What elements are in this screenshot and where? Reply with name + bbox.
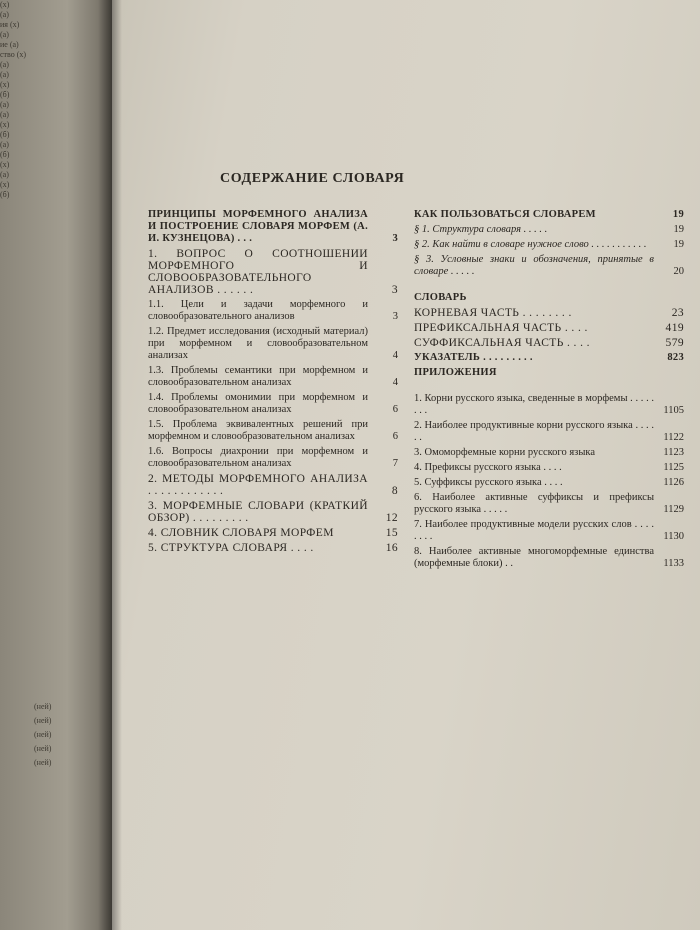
toc-entry[interactable] [414, 224, 684, 236]
toc-entry-title: СУФФИКСАЛЬНАЯ ЧАСТЬ . . . . [414, 337, 590, 349]
toc-entry-page: 4 [392, 350, 398, 361]
toc-entry[interactable] [148, 446, 398, 470]
margin-ref: (б) [0, 150, 10, 159]
margin-ref: (х) [0, 180, 10, 189]
toc-entry-title: 5. СТРУКТУРА СЛОВАРЯ . . . . [148, 542, 314, 554]
margin-ref: ия (х) [0, 20, 20, 29]
toc-entry[interactable] [148, 473, 398, 497]
page-title: СОДЕРЖАНИЕ СЛОВАРЯ [220, 171, 405, 186]
toc-entry-title: КАК ПОЛЬЗОВАТЬСЯ СЛОВАРЕМ [414, 209, 596, 220]
margin-ref: (а) [0, 60, 9, 69]
margin-ref: (а) [0, 170, 9, 179]
toc-entry-page: 20 [673, 266, 684, 277]
toc-entry-page: 6 [392, 431, 398, 442]
toc-entry-title: 3. МОРФЕМНЫЕ СЛОВАРИ (КРАТКИЙ ОБЗОР) . . . . . . . . . [148, 500, 368, 524]
toc-entry-page: 1126 [663, 477, 684, 488]
margin-ref: (а) [0, 100, 9, 109]
toc-entry-title: КОРНЕВАЯ ЧАСТЬ . . . . . . . . [414, 307, 572, 319]
toc-entry-page: 1122 [663, 432, 684, 443]
toc-entry-title: 3. Омоморфемные корни русского языка [414, 447, 595, 458]
toc-entry[interactable] [414, 254, 684, 278]
toc-entry[interactable] [148, 500, 398, 524]
margin-ref: (х) [0, 160, 10, 169]
toc-entry-page: 15 [385, 527, 398, 539]
left-page [0, 0, 112, 930]
toc-entry[interactable] [414, 307, 684, 319]
margin-ref: (б) [0, 130, 10, 139]
margin-ref: (б) [0, 190, 10, 199]
toc-entry-page: 1125 [663, 462, 684, 473]
toc-entry-page: 579 [665, 337, 684, 349]
margin-ref: (ней) [34, 716, 52, 725]
toc-entry-page: 7 [392, 458, 398, 469]
toc-left-column [148, 206, 398, 554]
toc-entry[interactable] [414, 447, 684, 459]
margin-ref: (а) [0, 10, 9, 19]
toc-entry[interactable] [414, 546, 684, 570]
margin-ref: (х) [0, 80, 10, 89]
margin-ref: (а) [0, 110, 9, 119]
toc-entry[interactable] [148, 326, 398, 362]
toc-entry-page: 19 [673, 224, 684, 235]
toc-entry-title: 4. Префиксы русского языка . . . . [414, 462, 562, 473]
toc-entry[interactable] [414, 292, 684, 304]
toc-entry-title: 7. Наиболее продуктивные модели русских слов . . . . . . . . [414, 519, 654, 542]
toc-entry-page: 6 [392, 404, 398, 415]
toc-entry-page: 1130 [663, 531, 684, 542]
toc-entry[interactable] [414, 209, 684, 221]
margin-ref: (а) [0, 140, 9, 149]
margin-ref: ство (х) [0, 50, 27, 59]
toc-entry-title: ПРЕФИКСАЛЬНАЯ ЧАСТЬ . . . . [414, 322, 588, 334]
toc-entry-title: 1.2. Предмет исследования (исходный материал) при морфемном и словообразовательном анализах [148, 326, 368, 361]
toc-entry-page: 823 [667, 352, 684, 363]
toc-entry-page: 419 [665, 322, 684, 334]
margin-ref: (ней) [34, 758, 52, 767]
toc-entry-page: 19 [673, 239, 684, 250]
toc-entry[interactable] [148, 542, 398, 554]
toc-entry[interactable] [414, 462, 684, 474]
toc-entry[interactable] [148, 392, 398, 416]
left-margin-refs-lower [34, 700, 51, 770]
toc-entry-title: 1.5. Проблема эквивалентных решений при морфемном и словообразовательном анализах [148, 419, 368, 442]
toc-entry[interactable] [414, 393, 684, 417]
margin-ref: (ней) [34, 702, 52, 711]
margin-ref: ие (а) [0, 40, 19, 49]
margin-ref: (a) [0, 70, 9, 79]
toc-entry[interactable] [148, 527, 398, 539]
toc-entry-title: 1.6. Вопросы диахронии при морфемном и словообразовательном анализах [148, 446, 368, 469]
toc-entry-title: СЛОВАРЬ [414, 292, 467, 303]
toc-entry[interactable] [414, 492, 684, 516]
margin-ref: (ней) [34, 744, 52, 753]
toc-entry-title: § 2. Как найти в словаре нужное слово . . . . . . . . . . . [414, 239, 647, 250]
toc-entry[interactable] [414, 239, 684, 251]
toc-entry-page: 1105 [663, 405, 684, 416]
toc-entry-title: 1. Корни русского языка, сведенные в морфемы . . . . . . . . [414, 393, 654, 416]
toc-entry[interactable] [414, 477, 684, 489]
toc-entry[interactable] [148, 248, 398, 296]
toc-entry-title: 8. Наиболее активные многоморфемные единства (морфемные блоки) . . [414, 546, 654, 569]
toc-entry[interactable] [414, 519, 684, 543]
toc-entry-page: 16 [385, 542, 398, 554]
toc-entry-title: § 1. Структура словаря . . . . . [414, 224, 548, 235]
toc-entry-title: 2. Наиболее продуктивные корни русского языка . . . . . . [414, 420, 654, 443]
toc-entry-title: § 3. Условные знаки и обозначения, принятые в словаре . . . . . [414, 254, 654, 277]
toc-entry-page: 1129 [663, 504, 684, 515]
toc-entry-title: 1.3. Проблемы семантики при морфемном и словообразовательном анализах [148, 365, 368, 388]
toc-entry-title: 5. Суффиксы русского языка . . . . [414, 477, 563, 488]
toc-entry[interactable] [148, 209, 398, 245]
toc-entry-title: 6. Наиболее активные суффиксы и префиксы русского языка . . . . . [414, 492, 654, 515]
toc-entry[interactable] [148, 419, 398, 443]
toc-entry-page: 23 [671, 307, 684, 319]
toc-entry-title: УКАЗАТЕЛЬ . . . . . . . . . [414, 352, 533, 363]
left-margin-refs [0, 0, 34, 200]
toc-entry-title: 1.1. Цели и задачи морфемного и словообразовательного анализов [148, 299, 368, 322]
page-fold-shadow [112, 0, 122, 930]
toc-entry[interactable] [148, 299, 398, 323]
toc-entry[interactable] [414, 337, 684, 349]
toc-entry-title: ПРИНЦИПЫ МОРФЕМНОГО АНАЛИЗА И ПОСТРОЕНИЕ СЛОВАРЯ МОРФЕМ (А. И. КУЗНЕЦОВА) . . . [148, 209, 368, 244]
toc-entry[interactable] [414, 352, 684, 364]
toc-right-column [414, 206, 684, 570]
margin-ref: (х) [0, 0, 10, 9]
toc-entry[interactable] [148, 365, 398, 389]
toc-entry-page: 8 [391, 485, 398, 497]
toc-entry-title: 4. СЛОВНИК СЛОВАРЯ МОРФЕМ [148, 527, 334, 539]
toc-entry-page: 4 [392, 377, 398, 388]
toc-entry-page: 3 [392, 311, 398, 322]
margin-ref: (ней) [34, 730, 52, 739]
toc-entry-page: 3 [392, 233, 398, 244]
margin-ref: (а) [0, 30, 9, 39]
margin-ref: (х) [0, 120, 10, 129]
toc-entry-title: 1. ВОПРОС О СООТНОШЕНИИ МОРФЕМНОГО И СЛОВООБРАЗОВАТЕЛЬНОГО АНАЛИЗОВ . . . . . . [148, 248, 368, 296]
toc-entry[interactable] [414, 367, 684, 379]
toc-entry[interactable] [414, 322, 684, 334]
toc-entry-page: 1123 [663, 447, 684, 458]
spine-shadow [98, 0, 112, 930]
toc-entry-page: 1133 [663, 558, 684, 569]
toc-entry-page: 19 [672, 209, 684, 220]
toc-entry-page: 12 [385, 512, 398, 524]
toc-entry[interactable] [414, 420, 684, 444]
toc-entry-page: 3 [391, 284, 398, 296]
toc-entry-title: ПРИЛОЖЕНИЯ [414, 367, 497, 378]
margin-ref: (б) [0, 90, 10, 99]
toc-entry-title: 2. МЕТОДЫ МОРФЕМНОГО АНАЛИЗА . . . . . . . . . . . . [148, 473, 368, 497]
toc-entry-title: 1.4. Проблемы омонимии при морфемном и словообразовательном анализах [148, 392, 368, 415]
